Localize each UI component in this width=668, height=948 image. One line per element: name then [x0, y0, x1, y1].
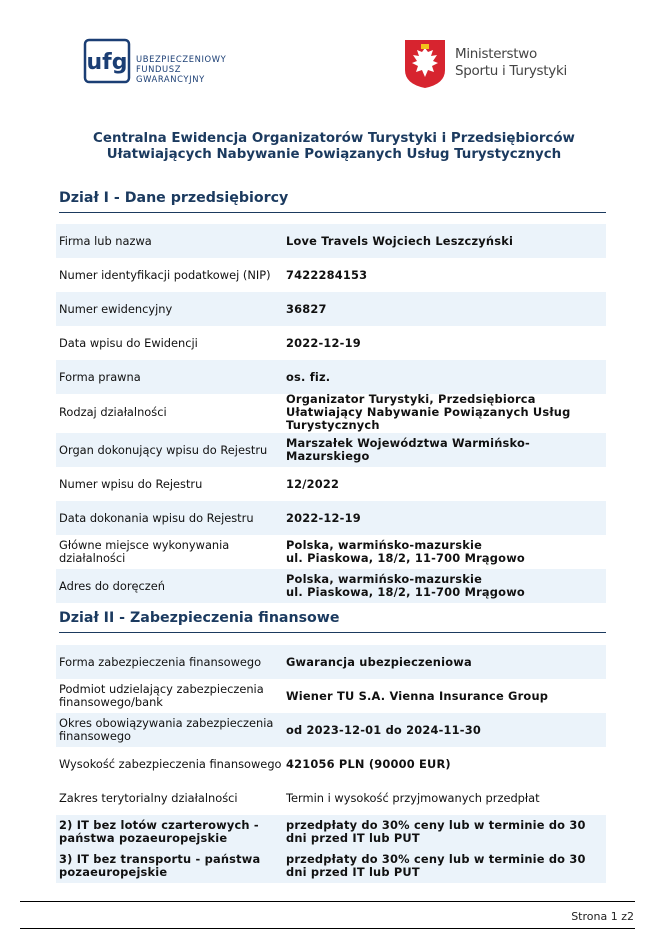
- row-label: Organ dokonujący wpisu do Rejestru: [59, 442, 268, 457]
- footer-rule-top: [20, 901, 635, 902]
- row-label: Numer wpisu do Rejestru: [59, 476, 203, 491]
- table-row: [56, 433, 606, 467]
- footer-rule-bottom: [20, 928, 635, 929]
- row-value: Polska, warmińsko-mazurskie ul. Piaskowa, 18/2, 11-700 Mrągowo: [286, 538, 525, 565]
- ministry-name: Ministerstwo Sportu i Turystyki: [455, 46, 567, 79]
- row-value: od 2023-12-01 do 2024-11-30: [286, 722, 481, 737]
- row-value: przedpłaty do 30% ceny lub w terminie do 30 dni przed IT lub PUT: [286, 818, 586, 845]
- table-row: [56, 713, 606, 747]
- document-title: [0, 131, 668, 163]
- row-value: Termin i wysokość przyjmowanych przedpłat: [286, 790, 540, 805]
- row-label: Główne miejsce wykonywania działalności: [59, 538, 230, 565]
- row-label: Data dokonania wpisu do Rejestru: [59, 510, 254, 525]
- section-1-title: Dział I - Dane przedsiębiorcy: [59, 190, 289, 206]
- table-row: [56, 679, 606, 713]
- table-row: [56, 292, 606, 326]
- table-row: [56, 747, 606, 781]
- row-label: Forma prawna: [59, 369, 141, 384]
- row-label: Numer ewidencyjny: [59, 301, 173, 316]
- table-row: [56, 326, 606, 360]
- row-label: Data wpisu do Ewidencji: [59, 335, 198, 350]
- row-label: Podmiot udzielający zabezpieczenia finansowego/bank: [59, 682, 264, 709]
- title-line: Centralna Ewidencja Organizatorów Turystyki i Przedsiębiorców: [93, 131, 575, 146]
- document-header: [0, 0, 668, 110]
- row-value: 12/2022: [286, 476, 340, 491]
- page-number: Strona 1 z2: [571, 910, 634, 923]
- row-label: Rodzaj działalności: [59, 404, 167, 419]
- table-row: [56, 258, 606, 292]
- table-row: [56, 224, 606, 258]
- row-value: przedpłaty do 30% ceny lub w terminie do 30 dni przed IT lub PUT: [286, 852, 586, 879]
- table-row: [56, 360, 606, 394]
- row-value: Organizator Turystyki, Przedsiębiorca Ułatwiający Nabywanie Powiązanych Usług Turystycznych: [286, 391, 571, 432]
- row-label: 2) IT bez lotów czarterowych - państwa pozaeuropejskie: [59, 818, 259, 845]
- row-value: os. fiz.: [286, 369, 331, 384]
- ufg-logo-letters: ufg: [86, 50, 128, 75]
- row-label: Adres do doręczeń: [59, 578, 165, 593]
- table-row: [56, 569, 606, 603]
- row-value: 7422284153: [286, 267, 368, 282]
- table-row: [56, 849, 606, 883]
- row-value: 2022-12-19: [286, 510, 361, 525]
- table-row: [56, 467, 606, 501]
- row-value: Polska, warmińsko-mazurskie ul. Piaskowa, 18/2, 11-700 Mrągowo: [286, 572, 525, 599]
- ufg-name: UBEZPIECZENIOWY FUNDUSZ GWARANCYJNY: [136, 54, 227, 84]
- ministry-logo: [405, 40, 605, 90]
- row-label: Wysokość zabezpieczenia finansowego: [59, 756, 282, 771]
- row-label: Numer identyfikacji podatkowej (NIP): [59, 267, 271, 282]
- table-row: [56, 391, 606, 432]
- section-1-rule: [59, 212, 606, 213]
- table-row: [56, 781, 606, 815]
- row-label: Okres obowiązywania zabezpieczenia finansowego: [59, 716, 274, 743]
- table-row: [56, 535, 606, 569]
- row-value: Marszałek Województwa Warmińsko-Mazurskiego: [286, 436, 530, 463]
- row-label: 3) IT bez transportu - państwa pozaeuropejskie: [59, 852, 261, 879]
- polish-eagle-icon: [405, 40, 445, 88]
- row-value: 36827: [286, 301, 327, 316]
- table-row: [56, 815, 606, 849]
- row-label: Zakres terytorialny działalności: [59, 790, 238, 805]
- row-value: Gwarancja ubezpieczeniowa: [286, 654, 472, 669]
- table-row: [56, 501, 606, 535]
- row-value: 421056 PLN (90000 EUR): [286, 756, 451, 771]
- section-2-title: Dział II - Zabezpieczenia finansowe: [59, 610, 340, 626]
- title-line: Ułatwiających Nabywanie Powiązanych Usług Turystycznych: [106, 147, 562, 162]
- row-value: Love Travels Wojciech Leszczyński: [286, 233, 514, 248]
- table-row: [56, 645, 606, 679]
- row-label: Firma lub nazwa: [59, 233, 152, 248]
- ufg-logo: [83, 38, 233, 88]
- ufg-logo-icon: [83, 38, 131, 84]
- section-2-rule: [59, 632, 606, 633]
- row-value: Wiener TU S.A. Vienna Insurance Group: [286, 688, 549, 703]
- row-value: 2022-12-19: [286, 335, 361, 350]
- row-label: Forma zabezpieczenia finansowego: [59, 654, 262, 669]
